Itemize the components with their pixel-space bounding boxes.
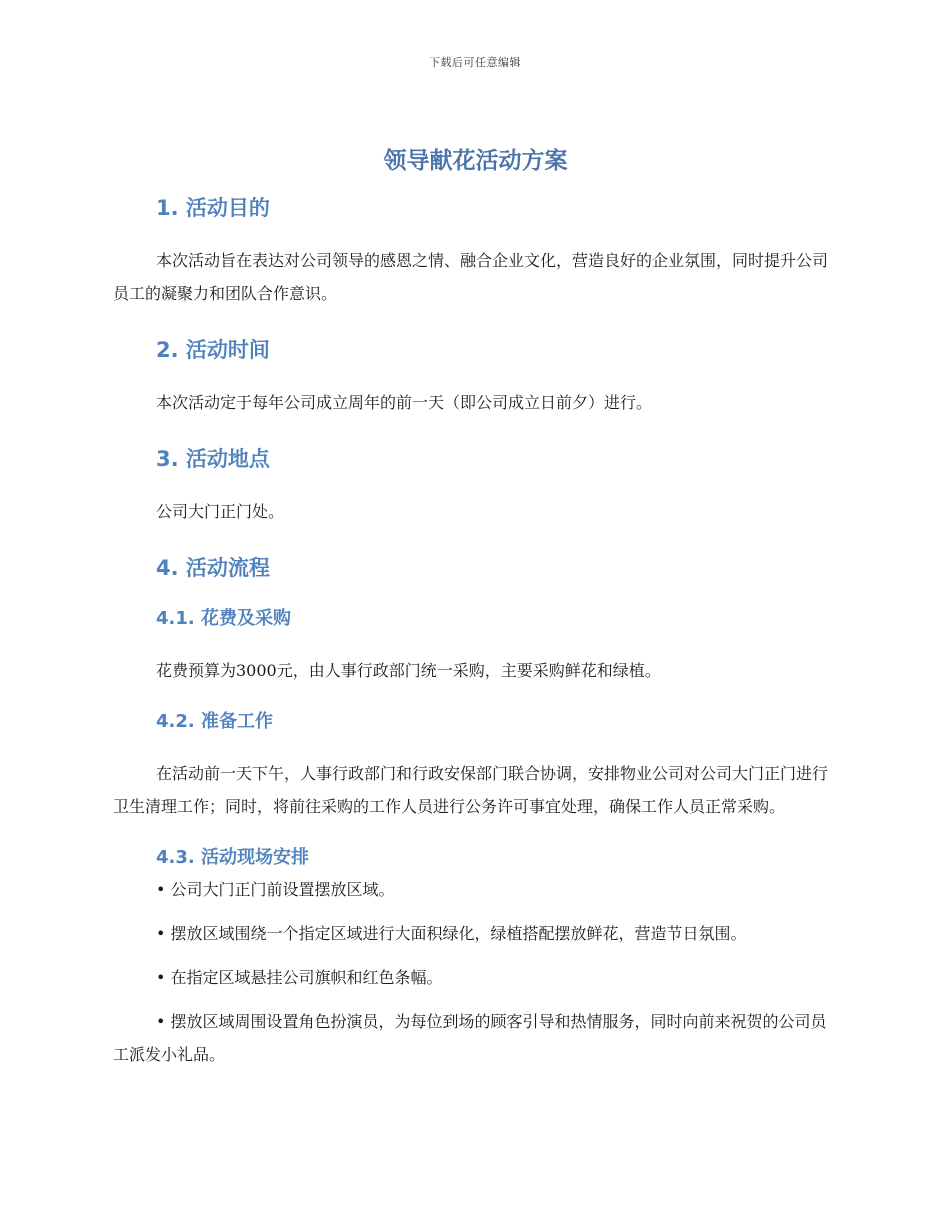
bullet-item: • 公司大门正门前设置摆放区域。 — [156, 880, 395, 899]
subsection-heading-preparation: 4.2. 准备工作 — [156, 711, 273, 732]
section-body-time: 本次活动定于每年公司成立周年的前一天（即公司成立日前夕）进行。 — [156, 393, 653, 412]
document-body — [113, 142, 838, 1071]
subsection-body-purchase: 花费预算为3000元，由人事行政部门统一采购，主要采购鲜花和绿植。 — [156, 661, 661, 680]
section-heading-process: 4. 活动流程 — [156, 556, 270, 580]
section-heading-purpose: 1. 活动目的 — [156, 196, 270, 220]
subsection-body-preparation: 在活动前一天下午，人事行政部门和行政安保部门联合协调，安排物业公司对公司大门正门进行卫生清理工作；同时，将前往采购的工作人员进行公务许可事宜处理，确保工作人员正常采购。 — [113, 764, 829, 816]
bullet-item: • 在指定区域悬挂公司旗帜和红色条幅。 — [156, 968, 443, 987]
subsection-heading-onsite: 4.3. 活动现场安排 — [156, 847, 309, 868]
bullet-item: • 摆放区域周围设置角色扮演员，为每位到场的顾客引导和热情服务，同时向前来祝贺的公司员工派发小礼品。 — [113, 1012, 827, 1064]
header-note: 下载后可任意编辑 — [429, 56, 521, 69]
section-heading-location: 3. 活动地点 — [156, 447, 270, 471]
subsection-heading-purchase: 4.1. 花费及采购 — [156, 608, 291, 629]
section-body-location: 公司大门正门处。 — [156, 502, 285, 521]
section-heading-time: 2. 活动时间 — [156, 338, 270, 362]
bullet-item: • 摆放区域围绕一个指定区域进行大面积绿化，绿植搭配摆放鲜花，营造节日氛围。 — [156, 924, 747, 943]
section-body-purpose: 本次活动旨在表达对公司领导的感恩之情、融合企业文化，营造良好的企业氛围，同时提升公司员工的凝聚力和团队合作意识。 — [113, 251, 829, 303]
document-title: 领导献花活动方案 — [383, 148, 568, 174]
